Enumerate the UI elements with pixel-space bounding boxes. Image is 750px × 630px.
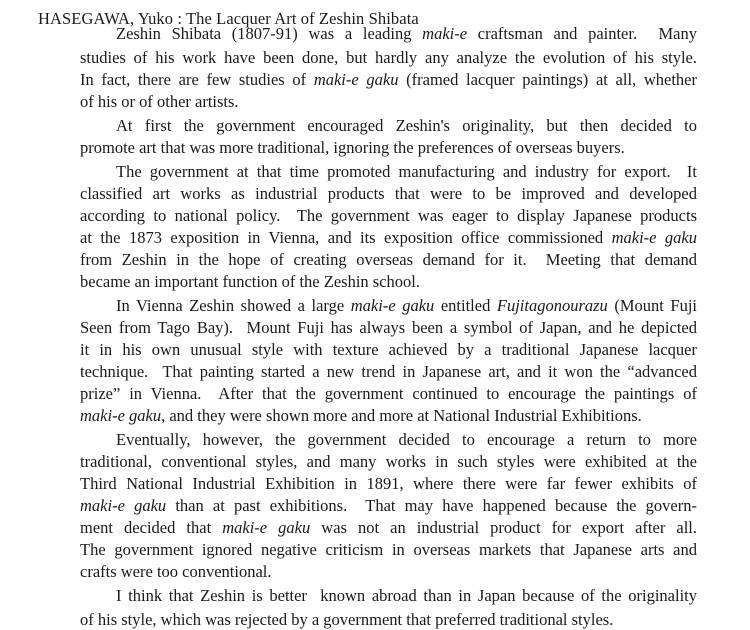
text-line: maki-e gaku than at past exhibitions. That may have happened because the govern- [80,496,697,515]
text-line: according to national policy. The government was eager to display Japanese products [80,206,697,225]
text-line: At first the government encouraged Zeshin's originality, but then decided to [116,116,697,135]
text-line: of his or of other artists. [80,92,239,111]
text-line: In fact, there are few studies of maki-e gaku (framed lacquer paintings) at all, whether [80,70,697,89]
text-line: Zeshin Shibata (1807-91) was a leading maki-e craftsman and painter. Many [116,24,697,43]
text-line: Eventually, however, the government decided to encourage a return to more [116,430,697,449]
text-line: traditional, conventional styles, and many works in such styles were exhibited at the [80,452,697,471]
text-line: became an important function of the Zeshin school. [80,272,420,291]
text-line: at the 1873 exposition in Vienna, and its exposition office commissioned maki-e gaku [80,228,697,247]
text-line: In Vienna Zeshin showed a large maki-e gaku entitled Fujitagonourazu (Mount Fuji [116,296,698,315]
text-line: classified art works as industrial products that were to be improved and developed [80,184,697,203]
text-line: The government ignored negative criticism in overseas markets that Japanese arts and [80,540,697,559]
text-line: technique. That painting started a new trend in Japanese art, and it won the “advanced [80,362,697,381]
text-line: I think that Zeshin is better known abroad than in Japan because of the originality [116,586,697,605]
text-line: it in his own unusual style with texture achieved by a traditional Japanese lacquer [80,340,697,359]
text-line: Seen from Tago Bay). Mount Fuji has always been a symbol of Japan, and he depicted [80,318,697,337]
text-line: Third National Industrial Exhibition in 1891, where there were far fewer exhibits of [80,474,697,493]
text-line: crafts were too conventional. [80,562,272,581]
text-line: prize” in Vienna. After that the government continued to encourage the paintings of [80,384,697,403]
article-heading: HASEGAWA, Yuko : The Lacquer Art of Zeshin Shibata [38,9,419,28]
text-line: studies of his work have been done, but hardly any analyze the evolution of his style. [80,48,697,67]
text-line: maki-e gaku, and they were shown more and more at National Industrial Exhibitions. [80,406,642,425]
text-line: from Zeshin in the hope of creating overseas demand for it. Meeting that demand [80,250,697,269]
text-line: promote art that was more traditional, ignoring the preferences of overseas buyers. [80,138,625,157]
text-line: The government at that time promoted manufacturing and industry for export. It [116,162,697,181]
text-line: of his style, which was rejected by a government that preferred traditional styles. [80,610,614,629]
text-line: ment decided that maki-e gaku was not an industrial product for export after all. [80,518,697,537]
